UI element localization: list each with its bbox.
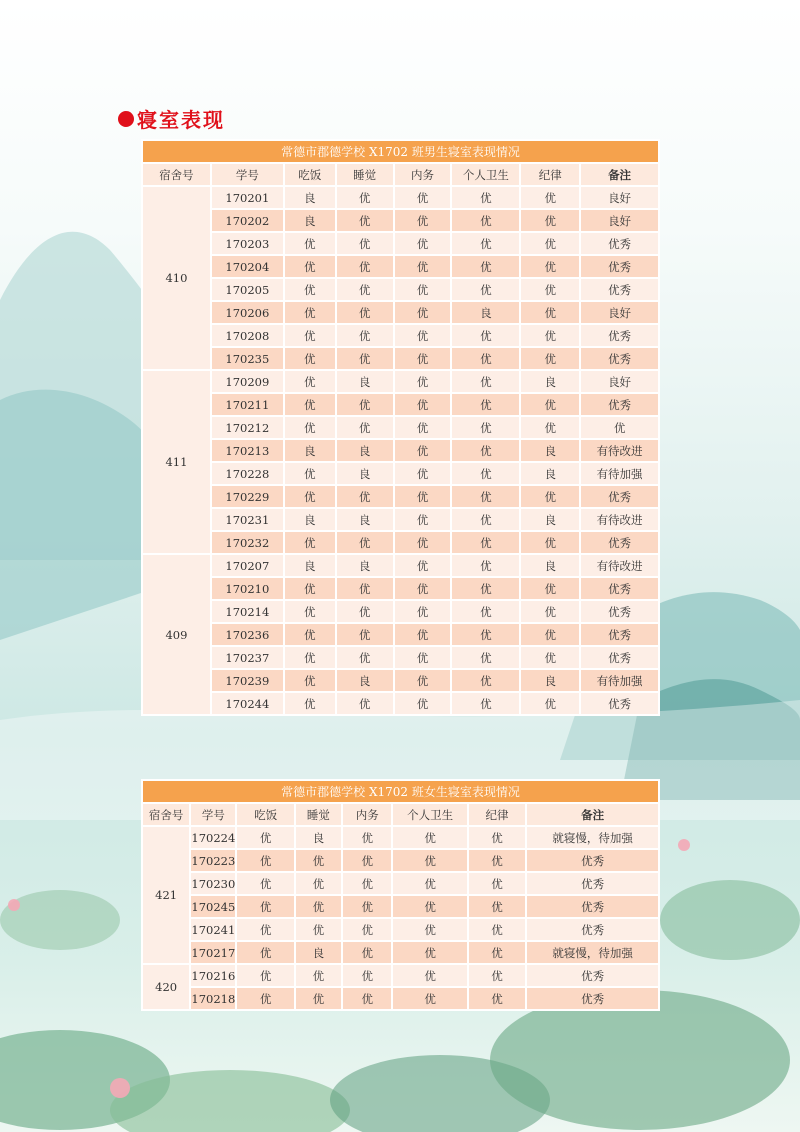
table-cell: 优 xyxy=(521,256,579,277)
table-cell: 优 xyxy=(581,417,658,438)
table-cell: 优 xyxy=(395,601,451,622)
table-cell: 良好 xyxy=(581,302,658,323)
table-cell: 优 xyxy=(452,555,519,576)
table-cell: 优 xyxy=(395,371,451,392)
table-cell: 优 xyxy=(237,896,293,917)
table-cell: 良 xyxy=(337,463,393,484)
table-cell: 优 xyxy=(452,417,519,438)
table-row xyxy=(143,578,658,599)
table-cell: 优 xyxy=(296,850,341,871)
table-row xyxy=(143,965,658,986)
table-cell: 优 xyxy=(469,965,525,986)
table-cell: 优 xyxy=(395,486,451,507)
table-row xyxy=(143,827,658,848)
table-header-row xyxy=(143,804,658,825)
table-cell: 170239 xyxy=(212,670,283,691)
table-cell: 优 xyxy=(521,325,579,346)
table-cell: 有待改进 xyxy=(581,509,658,530)
table-cell: 良 xyxy=(521,670,579,691)
table-cell: 良 xyxy=(337,670,393,691)
table-cell: 优 xyxy=(343,988,391,1009)
table-cell: 优 xyxy=(285,279,335,300)
column-header: 吃饭 xyxy=(237,804,293,825)
table-cell: 优 xyxy=(395,509,451,530)
table-cell: 优 xyxy=(469,873,525,894)
table-row xyxy=(143,486,658,507)
table-cell: 优 xyxy=(296,873,341,894)
table-row xyxy=(143,532,658,553)
table-cell: 优 xyxy=(521,394,579,415)
table-cell: 良好 xyxy=(581,187,658,208)
table-row xyxy=(143,601,658,622)
table-caption: 常德市郡德学校 X1702 班男生寝室表现情况 xyxy=(143,141,658,162)
bullet-dot-icon xyxy=(118,111,134,127)
table-row xyxy=(143,670,658,691)
table-cell: 良 xyxy=(521,440,579,461)
table-cell: 170228 xyxy=(212,463,283,484)
table-row xyxy=(143,693,658,714)
table-cell: 优 xyxy=(237,873,293,894)
table-cell: 优 xyxy=(343,965,391,986)
table-row xyxy=(143,850,658,871)
table-cell: 优 xyxy=(337,187,393,208)
table-row xyxy=(143,417,658,438)
table-cell: 优 xyxy=(285,371,335,392)
table-cell: 优 xyxy=(285,670,335,691)
table-cell: 优秀 xyxy=(581,532,658,553)
table-cell: 有待加强 xyxy=(581,463,658,484)
table-cell: 优 xyxy=(337,325,393,346)
table-cell: 优 xyxy=(452,233,519,254)
table-cell: 有待改进 xyxy=(581,440,658,461)
table-cell: 优 xyxy=(285,693,335,714)
table-cell: 就寝慢，待加强 xyxy=(527,942,658,963)
table-row xyxy=(143,394,658,415)
table-cell: 170216 xyxy=(191,965,235,986)
table-cell: 优 xyxy=(521,279,579,300)
table-cell: 优 xyxy=(337,210,393,231)
table-cell: 优 xyxy=(285,532,335,553)
boys-dorm-table xyxy=(141,139,660,716)
table-cell: 优 xyxy=(237,965,293,986)
table-cell: 良好 xyxy=(581,210,658,231)
table-row xyxy=(143,509,658,530)
table-cell: 优 xyxy=(452,509,519,530)
table-cell: 优 xyxy=(452,693,519,714)
table-cell: 优秀 xyxy=(527,873,658,894)
column-header: 个人卫生 xyxy=(393,804,466,825)
table-cell: 优秀 xyxy=(581,578,658,599)
table-cell: 优 xyxy=(285,486,335,507)
column-header: 纪律 xyxy=(521,164,579,185)
table-cell: 170202 xyxy=(212,210,283,231)
table-cell: 优 xyxy=(285,394,335,415)
table-cell: 优 xyxy=(521,532,579,553)
table-cell: 优 xyxy=(521,624,579,645)
table-cell: 优 xyxy=(395,440,451,461)
table-cell: 良 xyxy=(285,440,335,461)
table-cell: 170205 xyxy=(212,279,283,300)
table-cell: 优 xyxy=(296,896,341,917)
column-header: 备注 xyxy=(581,164,658,185)
girls-dorm-table xyxy=(141,779,660,1011)
table-row xyxy=(143,624,658,645)
table-cell: 良 xyxy=(521,371,579,392)
table-cell: 170230 xyxy=(191,873,235,894)
table-cell: 优 xyxy=(285,302,335,323)
column-header: 纪律 xyxy=(469,804,525,825)
table-cell: 优 xyxy=(521,647,579,668)
table-cell: 优 xyxy=(521,187,579,208)
lotus-flower xyxy=(110,1078,130,1098)
table-cell: 优 xyxy=(521,210,579,231)
table-cell: 优 xyxy=(469,942,525,963)
table-cell: 有待加强 xyxy=(581,670,658,691)
table-header-row xyxy=(143,164,658,185)
table-cell: 优 xyxy=(285,578,335,599)
column-header: 宿舍号 xyxy=(143,804,189,825)
table-row xyxy=(143,555,658,576)
table-cell: 优 xyxy=(395,187,451,208)
column-header: 内务 xyxy=(343,804,391,825)
table-cell: 优 xyxy=(237,919,293,940)
table-cell: 优 xyxy=(395,532,451,553)
table-cell: 优 xyxy=(469,919,525,940)
table-cell: 优 xyxy=(337,233,393,254)
table-cell: 优 xyxy=(452,532,519,553)
table-cell: 优 xyxy=(296,919,341,940)
table-cell: 优 xyxy=(469,850,525,871)
table-row xyxy=(143,647,658,668)
table-row xyxy=(143,187,658,208)
table-cell: 优 xyxy=(452,325,519,346)
table-cell: 优 xyxy=(469,896,525,917)
table-cell: 优 xyxy=(337,256,393,277)
table-cell: 优 xyxy=(393,827,466,848)
table-row xyxy=(143,942,658,963)
table-cell: 170203 xyxy=(212,233,283,254)
table-cell: 170224 xyxy=(191,827,235,848)
table-cell: 优秀 xyxy=(581,693,658,714)
table-cell: 优 xyxy=(337,279,393,300)
table-cell: 优 xyxy=(285,233,335,254)
table-cell: 优 xyxy=(393,896,466,917)
table-cell: 优 xyxy=(285,647,335,668)
table-cell: 优秀 xyxy=(581,348,658,369)
table-cell: 优 xyxy=(395,279,451,300)
table-cell: 170223 xyxy=(191,850,235,871)
table-cell: 优 xyxy=(469,827,525,848)
table-cell: 170206 xyxy=(212,302,283,323)
lotus-leaf xyxy=(490,990,790,1130)
table-cell: 优 xyxy=(343,873,391,894)
table-cell: 优 xyxy=(452,463,519,484)
table-cell: 优 xyxy=(337,486,393,507)
column-header: 学号 xyxy=(212,164,283,185)
table-cell: 优秀 xyxy=(581,647,658,668)
table-cell: 优 xyxy=(237,850,293,871)
section-heading xyxy=(118,104,225,133)
room-number-cell: 411 xyxy=(143,371,210,553)
column-header: 备注 xyxy=(527,804,658,825)
table-cell: 优 xyxy=(395,670,451,691)
table-cell: 优 xyxy=(343,827,391,848)
table-cell: 优 xyxy=(395,417,451,438)
table-cell: 优 xyxy=(452,486,519,507)
table-cell: 170212 xyxy=(212,417,283,438)
table-cell: 良 xyxy=(337,440,393,461)
table-cell: 170241 xyxy=(191,919,235,940)
table-cell: 170211 xyxy=(212,394,283,415)
table-cell: 优 xyxy=(285,348,335,369)
table-cell: 优 xyxy=(343,919,391,940)
column-header: 内务 xyxy=(395,164,451,185)
table-cell: 170232 xyxy=(212,532,283,553)
table-cell: 优 xyxy=(393,919,466,940)
table-cell: 优秀 xyxy=(527,919,658,940)
table-cell: 优 xyxy=(521,348,579,369)
lotus-leaf xyxy=(660,880,800,960)
table-cell: 优 xyxy=(395,348,451,369)
table-cell: 有待改进 xyxy=(581,555,658,576)
table-cell: 170208 xyxy=(212,325,283,346)
table-cell: 优 xyxy=(395,624,451,645)
table-cell: 优 xyxy=(452,210,519,231)
table-cell: 优 xyxy=(521,693,579,714)
table-row xyxy=(143,233,658,254)
table-cell: 优 xyxy=(343,942,391,963)
table-cell: 优 xyxy=(285,325,335,346)
table-row xyxy=(143,256,658,277)
table-row xyxy=(143,463,658,484)
table-cell: 优 xyxy=(285,463,335,484)
table-cell: 优 xyxy=(452,279,519,300)
table-cell: 优秀 xyxy=(581,279,658,300)
table-cell: 良好 xyxy=(581,371,658,392)
room-number-cell: 410 xyxy=(143,187,210,369)
column-header: 睡觉 xyxy=(296,804,341,825)
table-cell: 优 xyxy=(452,647,519,668)
table-cell: 优 xyxy=(337,394,393,415)
table-cell: 优 xyxy=(237,827,293,848)
table-cell: 170244 xyxy=(212,693,283,714)
table-row xyxy=(143,440,658,461)
table-cell: 优 xyxy=(521,578,579,599)
table-cell: 优 xyxy=(395,233,451,254)
table-cell: 优秀 xyxy=(581,325,658,346)
table-cell: 优 xyxy=(452,394,519,415)
table-cell: 优 xyxy=(296,965,341,986)
table-cell: 良 xyxy=(337,555,393,576)
table-cell: 优 xyxy=(452,624,519,645)
column-header: 吃饭 xyxy=(285,164,335,185)
lotus-flower xyxy=(678,839,690,851)
column-header: 学号 xyxy=(191,804,235,825)
table-cell: 优 xyxy=(521,302,579,323)
table-row xyxy=(143,302,658,323)
table-cell: 优 xyxy=(452,670,519,691)
table-cell: 优秀 xyxy=(581,601,658,622)
table-cell: 就寝慢，待加强 xyxy=(527,827,658,848)
table-cell: 170213 xyxy=(212,440,283,461)
table-cell: 优 xyxy=(521,417,579,438)
table-cell: 良 xyxy=(285,210,335,231)
table-cell: 良 xyxy=(296,827,341,848)
table-cell: 优 xyxy=(337,417,393,438)
table-cell: 优 xyxy=(393,942,466,963)
table-cell: 170201 xyxy=(212,187,283,208)
table-cell: 优 xyxy=(393,850,466,871)
table-cell: 优 xyxy=(452,578,519,599)
table-cell: 良 xyxy=(452,302,519,323)
table-cell: 优 xyxy=(343,896,391,917)
room-number-cell: 409 xyxy=(143,555,210,714)
table-cell: 良 xyxy=(296,942,341,963)
table-row xyxy=(143,279,658,300)
table-cell: 优 xyxy=(393,873,466,894)
table-cell: 170214 xyxy=(212,601,283,622)
table-row xyxy=(143,348,658,369)
table-cell: 良 xyxy=(285,509,335,530)
table-cell: 优 xyxy=(395,256,451,277)
table-cell: 优秀 xyxy=(581,624,658,645)
table-cell: 优 xyxy=(395,693,451,714)
table-cell: 170237 xyxy=(212,647,283,668)
column-header: 个人卫生 xyxy=(452,164,519,185)
table-cell: 优 xyxy=(296,988,341,1009)
table-caption-row xyxy=(143,141,658,162)
table-cell: 优 xyxy=(237,942,293,963)
table-cell: 优 xyxy=(395,302,451,323)
lotus-leaf xyxy=(0,890,120,950)
table-cell: 优 xyxy=(337,624,393,645)
table-cell: 优秀 xyxy=(527,988,658,1009)
table-row xyxy=(143,371,658,392)
table-row xyxy=(143,919,658,940)
table-cell: 优 xyxy=(521,486,579,507)
room-number-cell: 421 xyxy=(143,827,189,963)
column-header: 睡觉 xyxy=(337,164,393,185)
table-cell: 优 xyxy=(521,233,579,254)
table-cell: 优秀 xyxy=(527,896,658,917)
table-cell: 优 xyxy=(452,371,519,392)
table-cell: 优 xyxy=(337,693,393,714)
lotus-flower xyxy=(8,899,20,911)
table-cell: 170204 xyxy=(212,256,283,277)
table-cell: 170236 xyxy=(212,624,283,645)
table-cell: 优 xyxy=(337,578,393,599)
table-cell: 优 xyxy=(395,210,451,231)
table-row xyxy=(143,210,658,231)
table-cell: 优 xyxy=(395,394,451,415)
table-cell: 优 xyxy=(337,601,393,622)
table-cell: 170229 xyxy=(212,486,283,507)
table-cell: 优秀 xyxy=(581,233,658,254)
room-number-cell: 420 xyxy=(143,965,189,1009)
table-cell: 优 xyxy=(285,417,335,438)
table-cell: 优 xyxy=(285,624,335,645)
table-cell: 170210 xyxy=(212,578,283,599)
table-cell: 优 xyxy=(452,256,519,277)
table-cell: 优秀 xyxy=(527,850,658,871)
table-cell: 170217 xyxy=(191,942,235,963)
table-caption-row xyxy=(143,781,658,802)
table-cell: 优秀 xyxy=(581,256,658,277)
table-cell: 优 xyxy=(285,256,335,277)
table-cell: 优 xyxy=(452,601,519,622)
table-cell: 优 xyxy=(395,463,451,484)
table-row xyxy=(143,873,658,894)
table-row xyxy=(143,325,658,346)
table-cell: 优 xyxy=(452,440,519,461)
table-cell: 优 xyxy=(237,988,293,1009)
table-cell: 优秀 xyxy=(527,965,658,986)
table-cell: 优 xyxy=(393,988,466,1009)
table-cell: 良 xyxy=(521,463,579,484)
table-cell: 优 xyxy=(395,578,451,599)
table-cell: 优 xyxy=(285,601,335,622)
table-cell: 170209 xyxy=(212,371,283,392)
table-cell: 优 xyxy=(452,187,519,208)
table-cell: 优 xyxy=(395,325,451,346)
table-cell: 良 xyxy=(337,509,393,530)
table-caption: 常德市郡德学校 X1702 班女生寝室表现情况 xyxy=(143,781,658,802)
table-row xyxy=(143,988,658,1009)
table-cell: 170245 xyxy=(191,896,235,917)
table-row xyxy=(143,896,658,917)
table-cell: 170231 xyxy=(212,509,283,530)
table-cell: 优 xyxy=(337,348,393,369)
table-cell: 优 xyxy=(393,965,466,986)
table-cell: 良 xyxy=(285,555,335,576)
table-cell: 优 xyxy=(395,647,451,668)
table-cell: 良 xyxy=(337,371,393,392)
section-heading-text: 寝室表现 xyxy=(137,108,225,132)
table-cell: 170207 xyxy=(212,555,283,576)
table-cell: 优 xyxy=(337,302,393,323)
table-cell: 优 xyxy=(452,348,519,369)
table-cell: 优 xyxy=(337,647,393,668)
table-cell: 优 xyxy=(521,601,579,622)
table-cell: 良 xyxy=(521,555,579,576)
table-cell: 良 xyxy=(285,187,335,208)
table-cell: 优秀 xyxy=(581,486,658,507)
table-cell: 170218 xyxy=(191,988,235,1009)
column-header: 宿舍号 xyxy=(143,164,210,185)
table-cell: 优 xyxy=(343,850,391,871)
table-cell: 优秀 xyxy=(581,394,658,415)
table-cell: 170235 xyxy=(212,348,283,369)
table-cell: 良 xyxy=(521,509,579,530)
table-cell: 优 xyxy=(337,532,393,553)
table-cell: 优 xyxy=(469,988,525,1009)
table-cell: 优 xyxy=(395,555,451,576)
